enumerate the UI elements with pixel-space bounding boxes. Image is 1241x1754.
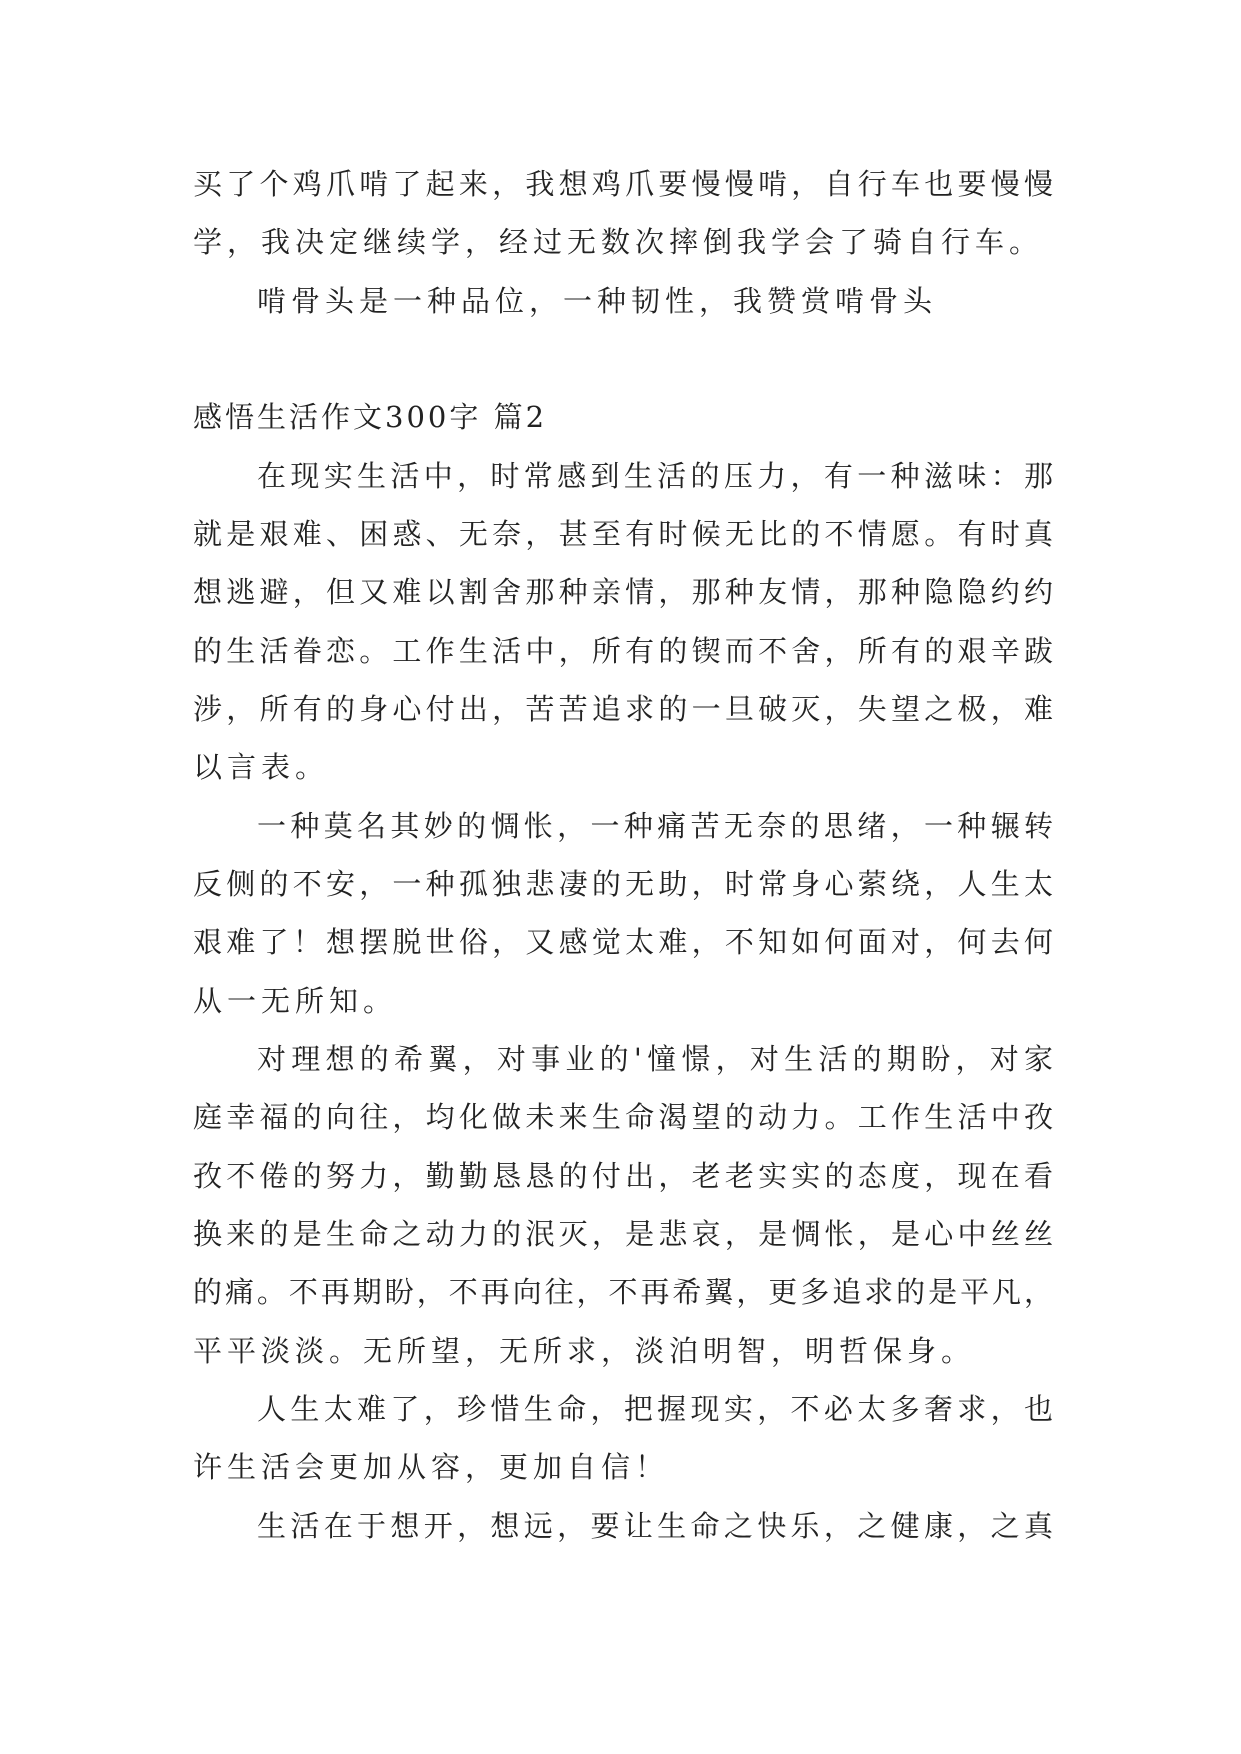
body-text-line: 换来的是生命之动力的泯灭，是悲哀，是惆怅，是心中丝丝 (193, 1217, 1053, 1251)
body-text-line: 的痛。不再期盼，不再向往，不再希翼，更多追求的是平凡， (193, 1275, 1053, 1309)
paragraph-first-line: 啃骨头是一种品位，一种韧性，我赞赏啃骨头 (257, 284, 938, 318)
body-text-line: 艰难了！想摆脱世俗，又感觉太难，不知如何面对，何去何 (193, 925, 1053, 959)
body-text-line: 想逃避，但又难以割舍那种亲情，那种友情，那种隐隐约约 (193, 575, 1053, 609)
body-text-line: 涉，所有的身心付出，苦苦追求的一旦破灭，失望之极，难 (193, 692, 1053, 726)
body-text-line: 许生活会更加从容，更加自信！ (193, 1450, 670, 1484)
body-text-line: 以言表。 (193, 750, 330, 784)
body-text-line: 反侧的不安，一种孤独悲凄的无助，时常身心萦绕，人生太 (193, 867, 1053, 901)
section-heading: 感悟生活作文300字 篇2 (193, 400, 548, 434)
paragraph-first-line: 一种莫名其妙的惆怅，一种痛苦无奈的思绪，一种辗转 (257, 809, 1053, 843)
body-text-line: 孜不倦的努力，勤勤恳恳的付出，老老实实的态度，现在看 (193, 1159, 1053, 1193)
body-text-line: 平平淡淡。无所望，无所求，淡泊明智，明哲保身。 (193, 1334, 976, 1368)
paragraph-first-line: 在现实生活中，时常感到生活的压力，有一种滋味：那 (257, 459, 1053, 493)
body-text-line: 买了个鸡爪啃了起来，我想鸡爪要慢慢啃，自行车也要慢慢 (193, 167, 1053, 201)
body-text-line: 学，我决定继续学，经过无数次摔倒我学会了骑自行车。 (193, 225, 1044, 259)
body-text-line: 的生活眷恋。工作生活中，所有的锲而不舍，所有的艰辛跋 (193, 634, 1053, 668)
body-text-line: 就是艰难、困惑、无奈，甚至有时候无比的不情愿。有时真 (193, 517, 1053, 551)
paragraph-first-line: 生活在于想开，想远，要让生命之快乐，之健康，之真 (257, 1509, 1053, 1543)
paragraph-first-line: 人生太难了，珍惜生命，把握现实，不必太多奢求，也 (257, 1392, 1053, 1426)
paragraph-first-line: 对理想的希翼，对事业的'憧憬，对生活的期盼，对家 (257, 1042, 1053, 1076)
body-text-line: 从一无所知。 (193, 984, 398, 1018)
body-text-line: 庭幸福的向往，均化做未来生命渴望的动力。工作生活中孜 (193, 1100, 1053, 1134)
